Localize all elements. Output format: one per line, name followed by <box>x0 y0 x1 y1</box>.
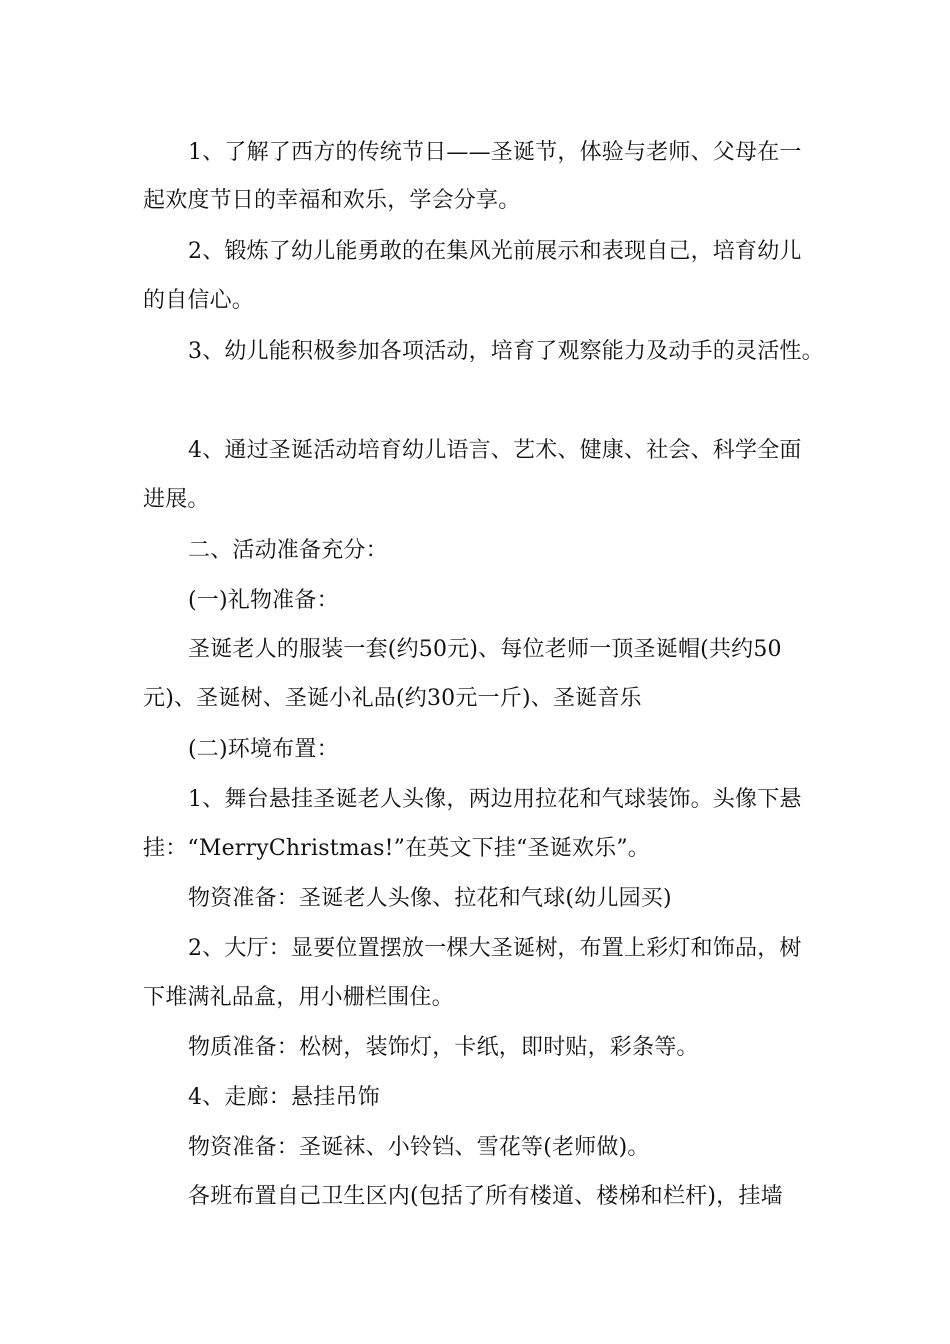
subheading-environment: (二)环境布置： <box>188 737 339 762</box>
hall-paragraph-line-1: 2、大厅：显要位置摆放一棵大圣诞树，布置上彩灯和饰品，树 <box>188 936 802 961</box>
gifts-paragraph-line-2: 元)、圣诞树、圣诞小礼品(约30元一斤)、圣诞音乐 <box>143 686 642 711</box>
corridor-materials: 物资准备：圣诞袜、小铃铛、雪花等(老师做)。 <box>188 1135 650 1160</box>
class-decoration-line-1: 各班布置自己卫生区内(包括了所有楼道、楼梯和栏杆)，挂墙 <box>188 1184 783 1209</box>
paragraph-4-line-1: 4、通过圣诞活动培育幼儿语言、艺术、健康、社会、科学全面 <box>188 438 802 463</box>
corridor-paragraph: 4、走廊：悬挂吊饰 <box>188 1085 380 1110</box>
stage-materials: 物资准备：圣诞老人头像、拉花和气球(幼儿园买) <box>188 886 672 911</box>
hall-paragraph-line-2: 下堆满礼品盒，用小栅栏围住。 <box>143 985 454 1010</box>
paragraph-4-line-2: 进展。 <box>143 487 210 512</box>
paragraph-3: 3、幼儿能积极参加各项活动，培育了观察能力及动手的灵活性。 <box>188 339 824 364</box>
paragraph-2-line-1: 2、锻炼了幼儿能勇敢的在集风光前展示和表现自己，培育幼儿 <box>188 239 802 264</box>
stage-paragraph-line-1: 1、舞台悬挂圣诞老人头像，两边用拉花和气球装饰。头像下悬 <box>188 787 802 812</box>
stage-paragraph-line-2: 挂：“MerryChristmas!”在英文下挂“圣诞欢乐”。 <box>143 836 650 861</box>
paragraph-2-line-2: 的自信心。 <box>143 288 255 313</box>
hall-materials: 物质准备：松树，装饰灯，卡纸，即时贴，彩条等。 <box>188 1035 699 1060</box>
section-heading-preparation: 二、活动准备充分： <box>188 538 388 563</box>
subheading-gifts: (一)礼物准备： <box>188 588 339 613</box>
paragraph-1-line-1: 1、了解了西方的传统节日——圣诞节，体验与老师、父母在一 <box>188 140 802 165</box>
paragraph-1-line-2: 起欢度节日的幸福和欢乐，学会分享。 <box>143 188 521 213</box>
gifts-paragraph-line-1: 圣诞老人的服装一套(约50元)、每位老师一顶圣诞帽(共约50 <box>188 637 782 662</box>
